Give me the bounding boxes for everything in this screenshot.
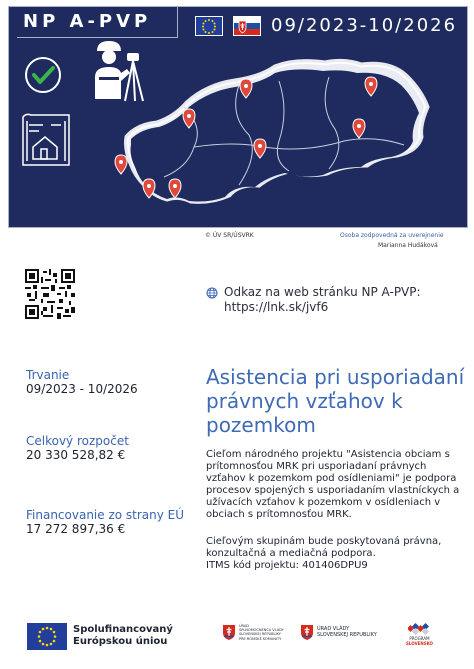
eu-funding-label: Financovanie zo strany EÚ bbox=[26, 508, 185, 522]
plenipotentiary-office-logo bbox=[222, 624, 284, 641]
eu-funding-value: 17 272 897,36 € bbox=[26, 522, 126, 536]
image-credit: © ÚV SR/ÚSVRK bbox=[205, 232, 254, 239]
web-link-label: Odkaz na web stránku NP A-PVP: bbox=[224, 285, 421, 299]
duration-value: 09/2023 - 10/2026 bbox=[26, 382, 138, 396]
budget-label: Celkový rozpočet bbox=[26, 434, 129, 448]
gov1-line1: ÚRAD bbox=[239, 624, 249, 628]
project-support bbox=[206, 536, 464, 572]
checkmark-icon bbox=[26, 58, 60, 92]
coat-of-arms-icon bbox=[300, 624, 314, 640]
project-code-box bbox=[17, 7, 178, 38]
program-slovensko-logo bbox=[406, 622, 433, 646]
slovakia-map-icon bbox=[115, 61, 427, 201]
slovakia-flag-icon bbox=[233, 16, 261, 36]
gov2-line2: SLOVENSKEJ REPUBLIKY bbox=[317, 632, 377, 638]
gov1-line2: SPLNOMOCNENCA VLÁDY bbox=[239, 628, 284, 633]
eu-logo-icon bbox=[27, 623, 67, 650]
program-slovensko-icon bbox=[408, 622, 430, 636]
responsible-person-label: Osoba zodpovedná za uverejnenie bbox=[340, 232, 444, 239]
surveyor-icon bbox=[95, 41, 143, 101]
gov2-line1: ÚRAD VLÁDY bbox=[317, 626, 350, 632]
project-description: Cieľom národného projektu "Asistencia obciam s prítomnosťou MRK pri usporiadaní právnych vzťahov k pozemkom pod osídleniami" je podpora procesov spojených s usporiadaním vlastníckych a užívacích vzťahov k pozemkom v osídleniach v obciach s prítomnosťou MRK. bbox=[206, 449, 460, 520]
house-plan-icon bbox=[23, 114, 69, 165]
banner-illustration bbox=[9, 37, 467, 227]
budget-value: 20 330 528,82 € bbox=[26, 448, 126, 462]
gov1-line4: PRE RÓMSKE KOMUNITY bbox=[239, 636, 282, 641]
duration-label: Trvanie bbox=[26, 368, 70, 382]
coat-of-arms-icon bbox=[222, 624, 236, 640]
banner bbox=[8, 6, 468, 228]
eu-cofunded-line2: Európskou úniou bbox=[73, 636, 168, 647]
project-period: 09/2023-10/2026 bbox=[271, 15, 458, 36]
gov1-line3: SLOVENSKEJ REPUBLIKY bbox=[239, 632, 281, 637]
project-title: Asistencia pri usporiadaní právnych vzťahov k pozemkom bbox=[206, 365, 465, 437]
government-office-logo bbox=[300, 624, 377, 640]
eu-cofunded-text bbox=[73, 624, 173, 648]
itms-code: ITMS kód projektu: 401406DPU9 bbox=[206, 560, 368, 571]
support-text: Cieľovým skupinám bude poskytovaná právna, konzultačná a mediačná podpora. bbox=[206, 536, 442, 559]
gov3-line2: SLOVENSKO bbox=[406, 641, 433, 646]
eu-flag-icon bbox=[195, 16, 223, 36]
gov3-line1: PROGRAM bbox=[409, 636, 430, 641]
qr-code[interactable] bbox=[25, 269, 75, 319]
project-code: NP A-PVP bbox=[23, 11, 152, 32]
map-pin-icon bbox=[115, 155, 127, 174]
responsible-person-name: Marianna Hudáková bbox=[378, 242, 438, 249]
eu-cofunded-line1: Spolufinancovaný bbox=[73, 624, 173, 635]
web-link-url[interactable]: https://lnk.sk/jvf6 bbox=[224, 300, 329, 314]
globe-icon bbox=[206, 287, 218, 299]
